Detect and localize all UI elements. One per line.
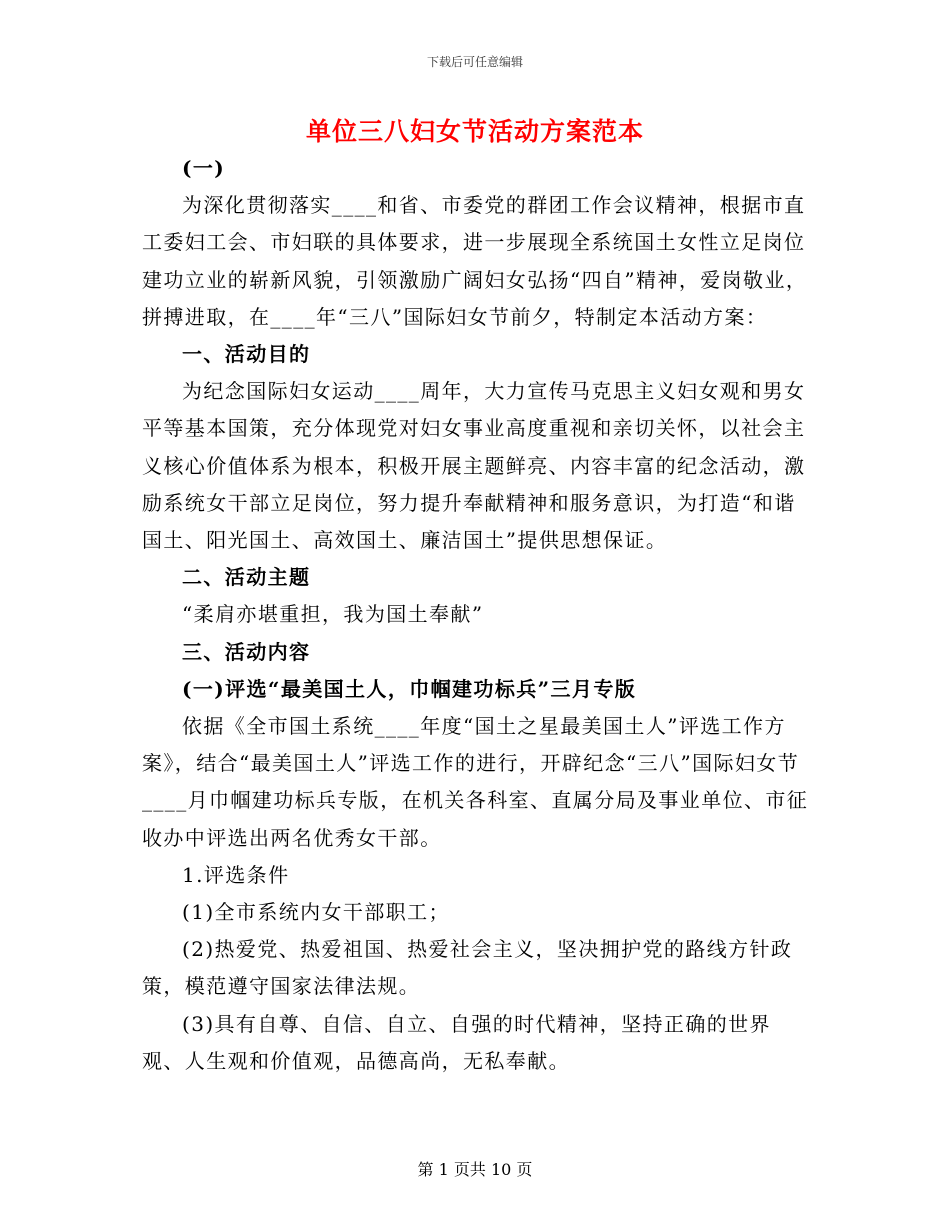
body-paragraph: 依据《全市国土系统____年度“国土之星最美国土人”评选工作方案》，结合“最美国土人”评选工作的进行，开辟纪念“三八”国际妇女节____月巾帼建功标兵专版，在机关各科室、直属分局及事业单位、市征收办中评选出两名优秀女干部。	[142, 714, 809, 850]
body-paragraph: 为纪念国际妇女运动____周年，大力宣传马克思主义妇女观和男女平等基本国策，充分体现党对妇女事业高度重视和亲切关怀，以社会主义核心价值体系为根本，积极开展主题鲜亮、内容丰富的纪念活动，激励系统女干部立足岗位，努力提升奉献精神和服务意识，为打造“和谐国土、阳光国土、高效国土、廉洁国土”提供思想保证。	[142, 379, 806, 553]
document-body	[142, 150, 812, 1080]
page-number: 第 1 页共 10 页	[417, 1160, 533, 1179]
document-title: 单位三八妇女节活动方案范本	[305, 117, 644, 146]
body-paragraph: 为深化贯彻落实____和省、市委党的群团工作会议精神，根据市直工委妇工会、市妇联的具体要求，进一步展现全系统国土女性立足岗位建功立业的崭新风貌，引领激励广阔妇女弘扬“四自”精神，爱岗敬业，拼搏进取，在____年“三八”国际妇女节前夕，特制定本活动方案：	[142, 193, 808, 329]
section-heading: 一、活动目的	[182, 342, 311, 367]
list-heading: 1.评选条件	[182, 862, 290, 887]
list-item: (1)全市系统内女干部职工；	[182, 900, 450, 925]
section-heading: 二、活动主题	[182, 565, 311, 590]
section-heading: 三、活动内容	[182, 639, 311, 664]
page-header-note: 下载后可任意编辑	[426, 55, 523, 69]
subsection-heading: (一)评选“最美国土人，巾帼建功标兵”三月专版	[182, 676, 637, 701]
list-item: (2)热爱党、热爱祖国、热爱社会主义，坚决拥护党的路线方针政策，模范遵守国家法律法规。	[142, 937, 793, 999]
list-item: (3)具有自尊、自信、自立、自强的时代精神，坚持正确的世界观、人生观和价值观，品德高尚，无私奉献。	[142, 1011, 771, 1073]
section-label: (一)	[182, 156, 226, 180]
body-paragraph: “柔肩亦堪重担，我为国土奉献”	[182, 602, 484, 627]
